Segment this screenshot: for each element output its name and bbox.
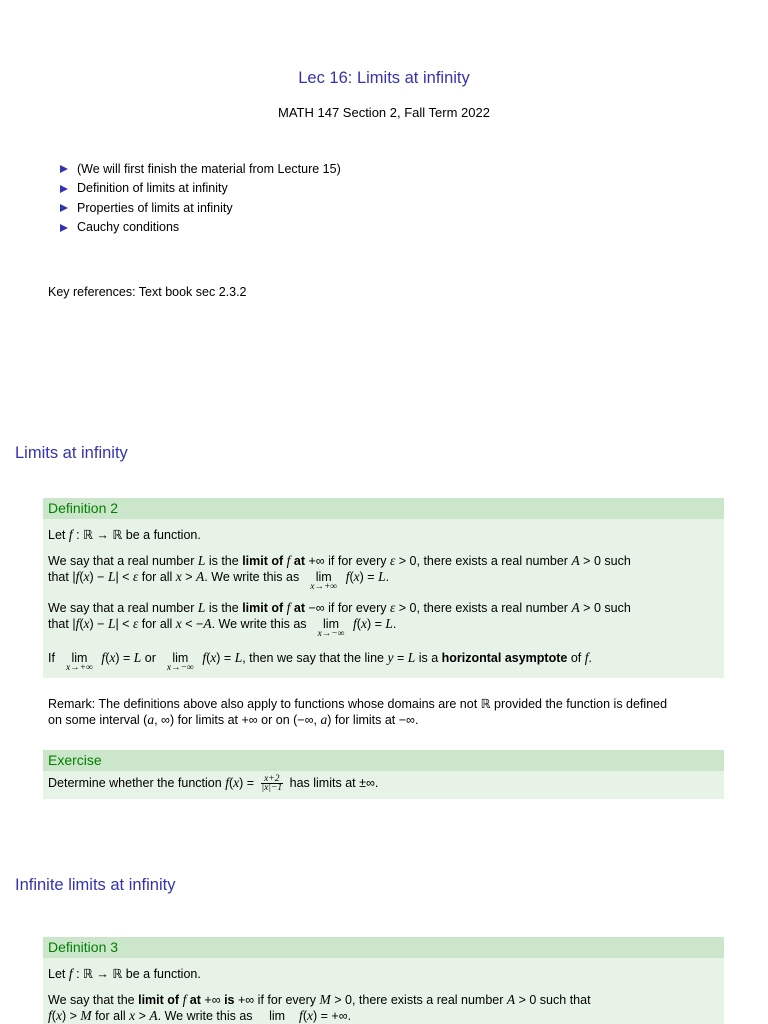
math-variable: f xyxy=(345,569,350,584)
text-run: on some interval ( xyxy=(48,713,148,727)
definition-paragraph xyxy=(48,553,719,592)
definition-paragraph xyxy=(48,992,719,1024)
math-variable: L xyxy=(407,650,416,665)
text-run: ) for limits at −∞. xyxy=(327,713,419,727)
math-variable: ε xyxy=(389,600,396,615)
text-run: ( xyxy=(206,651,211,665)
text-run: > 0, there exists a real number xyxy=(330,993,507,1007)
text-run: ( xyxy=(105,651,110,665)
bold-term: limit of xyxy=(138,993,183,1007)
text-run: has limits at ±∞. xyxy=(286,776,379,790)
text-line xyxy=(48,966,719,982)
limit-operator: lim xyxy=(315,570,332,584)
limit-expression xyxy=(162,650,198,673)
fraction xyxy=(261,775,284,791)
text-run: +∞ if for every xyxy=(308,554,390,568)
math-variable: M xyxy=(319,992,331,1007)
bold-term: is xyxy=(224,993,235,1007)
text-run: If xyxy=(48,651,59,665)
block-title: Exercise xyxy=(43,750,724,771)
math-variable: x xyxy=(129,1008,136,1023)
math-variable: A xyxy=(203,616,212,631)
math-variable: f xyxy=(225,775,229,790)
text-run: . We write this as xyxy=(211,617,311,631)
text-run: is the xyxy=(205,554,243,568)
text-run: > xyxy=(181,570,197,584)
limit-operator: lim xyxy=(269,1009,286,1023)
outline-item-text: Cauchy conditions xyxy=(77,220,180,235)
math-variable: x xyxy=(83,616,90,631)
text-run: Determine whether the function xyxy=(48,776,226,790)
text-run: . xyxy=(588,651,592,665)
math-variable: y xyxy=(387,650,394,665)
outline-item-text: Definition of limits at infinity xyxy=(77,181,228,196)
math-variable: A xyxy=(571,553,580,568)
bold-term: at xyxy=(186,993,205,1007)
block-body xyxy=(43,519,724,678)
text-run: ( xyxy=(51,1009,56,1023)
text-run: that | xyxy=(48,617,76,631)
text-run: = xyxy=(393,651,408,665)
text-line xyxy=(48,1008,719,1024)
math-variable: f xyxy=(286,600,291,615)
remark-paragraph xyxy=(48,696,667,728)
limit-subscript: x→+∞ xyxy=(65,663,93,673)
text-run: . xyxy=(385,570,390,584)
math-variable: f xyxy=(75,569,80,584)
text-run: We say that a real number xyxy=(48,601,198,615)
text-line xyxy=(48,616,719,639)
limit-operator: lim xyxy=(323,617,339,631)
text-run: > 0 such xyxy=(579,601,631,615)
math-variable: x xyxy=(175,569,182,584)
text-run: > 0 such xyxy=(579,554,631,568)
section-heading: Infinite limits at infinity xyxy=(15,876,176,894)
text-run: We say that a real number xyxy=(48,554,198,568)
math-variable: f xyxy=(48,1008,52,1023)
math-variable: x xyxy=(233,775,240,790)
definition-2-block xyxy=(43,498,724,678)
math-variable: f xyxy=(68,966,73,981)
outline-item xyxy=(60,218,341,238)
text-run: We say that the xyxy=(48,993,139,1007)
text-run: ) = xyxy=(239,776,258,790)
limit-subscript: x→−∞ xyxy=(166,663,194,673)
outline-item-text: (We will first finish the material from Lecture 15) xyxy=(77,161,341,176)
text-run: that | xyxy=(48,570,76,584)
text-run: | < xyxy=(115,617,133,631)
limit-subscript: x→+∞ xyxy=(310,582,338,592)
math-variable: x xyxy=(109,650,116,665)
text-run: ) − xyxy=(89,570,108,584)
definition-paragraph xyxy=(48,527,719,543)
math-variable: f xyxy=(584,650,589,665)
limit-expression xyxy=(313,616,349,639)
text-run: or xyxy=(141,651,160,665)
triangle-bullet-icon xyxy=(60,165,68,173)
text-run: ( xyxy=(302,1009,307,1023)
text-run: Let xyxy=(48,528,69,542)
text-run: is the xyxy=(205,601,243,615)
text-run: > 0 such that xyxy=(515,993,591,1007)
math-variable: f xyxy=(202,650,207,665)
fraction-numerator: x+2 xyxy=(264,774,280,784)
math-variable: L xyxy=(107,616,116,631)
triangle-bullet-icon xyxy=(60,224,68,232)
definition-paragraph xyxy=(48,600,719,639)
math-variable: ε xyxy=(389,553,396,568)
outline-item xyxy=(60,199,341,219)
text-line xyxy=(48,712,667,728)
definition-paragraph xyxy=(48,650,719,673)
math-variable: L xyxy=(197,553,206,568)
text-run: | < xyxy=(115,570,133,584)
outline-item xyxy=(60,160,341,180)
text-run: ( xyxy=(228,776,234,790)
fraction-denominator: |x|−1 xyxy=(261,783,283,793)
text-run: for all xyxy=(138,570,176,584)
key-references: Key references: Text book sec 2.3.2 xyxy=(48,285,247,299)
block-title: Definition 2 xyxy=(43,498,724,519)
exercise-block xyxy=(43,750,724,799)
text-run: < − xyxy=(181,617,204,631)
text-line xyxy=(48,696,667,712)
text-run: for all xyxy=(138,617,176,631)
text-run: Remark: The definitions above also apply to functions whose domains are not ℝ provided the function is defined xyxy=(48,697,668,711)
bold-term: horizontal asymptote xyxy=(441,651,568,665)
math-variable: x xyxy=(55,1008,62,1023)
text-line xyxy=(48,650,719,673)
text-line xyxy=(48,553,719,569)
text-run: +∞ xyxy=(204,993,225,1007)
text-run: ) − xyxy=(89,617,108,631)
math-variable: x xyxy=(306,1008,313,1023)
math-variable: a xyxy=(147,712,155,727)
text-run: is a xyxy=(415,651,442,665)
text-line xyxy=(48,569,719,592)
text-line xyxy=(48,600,719,616)
text-run: ) = xyxy=(359,570,379,584)
text-run: , ∞) for limits at +∞ or on (−∞, xyxy=(154,713,321,727)
text-run: > 0, there exists a real number xyxy=(395,601,572,615)
math-variable: A xyxy=(506,992,516,1007)
text-run: ( xyxy=(79,617,84,631)
text-run: : ℝ → ℝ be a function. xyxy=(72,967,201,981)
text-run: ) = xyxy=(115,651,134,665)
math-variable: f xyxy=(182,992,187,1007)
text-run: of xyxy=(567,651,585,665)
definition-paragraph xyxy=(48,966,719,982)
text-run: . xyxy=(392,617,397,631)
text-run: : ℝ → ℝ be a function. xyxy=(72,528,201,542)
bold-term: at xyxy=(290,554,309,568)
math-variable: f xyxy=(101,650,106,665)
text-run: , then we say that the line xyxy=(242,651,388,665)
math-variable: f xyxy=(353,616,357,631)
math-variable: M xyxy=(80,1008,92,1023)
math-variable: A xyxy=(571,600,580,615)
text-run: > 0, there exists a real number xyxy=(395,554,572,568)
text-line xyxy=(48,992,719,1008)
text-run: Let xyxy=(48,967,69,981)
text-run: ( xyxy=(79,570,84,584)
limit-operator: lim xyxy=(172,651,189,665)
math-variable: f xyxy=(299,1008,303,1023)
limit-expression xyxy=(306,569,342,592)
text-run: for all xyxy=(91,1009,130,1023)
bold-term: at xyxy=(290,601,309,615)
text-run: ( xyxy=(349,570,354,584)
text-run: +∞ if for every xyxy=(234,993,320,1007)
text-run: −∞ if for every xyxy=(308,601,390,615)
limit-operator: lim xyxy=(71,651,88,665)
text-run: > xyxy=(135,1009,150,1023)
text-run: ( xyxy=(356,617,361,631)
text-run: . We write this as xyxy=(157,1009,257,1023)
page-subtitle: MATH 147 Section 2, Fall Term 2022 xyxy=(278,105,490,120)
math-variable: f xyxy=(286,553,291,568)
page-title: Lec 16: Limits at infinity xyxy=(298,69,470,87)
triangle-bullet-icon xyxy=(60,204,68,212)
bold-term: limit of xyxy=(242,601,287,615)
math-variable: L xyxy=(378,569,386,584)
math-variable: ε xyxy=(132,616,139,631)
outline-item xyxy=(60,179,341,199)
math-variable: f xyxy=(68,527,73,542)
outline-list xyxy=(60,160,341,238)
definition-3-block xyxy=(43,937,724,1024)
block-body xyxy=(43,771,724,799)
triangle-bullet-icon xyxy=(60,185,68,193)
limit-expression xyxy=(61,650,97,673)
math-variable: x xyxy=(360,616,367,631)
section-heading: Limits at infinity xyxy=(15,444,128,462)
math-variable: A xyxy=(149,1008,158,1023)
math-variable: f xyxy=(75,616,80,631)
math-variable: a xyxy=(320,712,328,727)
text-run: ) = xyxy=(216,651,235,665)
text-run: ) = +∞. xyxy=(312,1009,352,1023)
limit-expression xyxy=(259,1008,295,1024)
block-title: Definition 3 xyxy=(43,937,724,958)
text-run: ) > xyxy=(61,1009,81,1023)
math-variable: A xyxy=(196,569,205,584)
text-run: . We write this as xyxy=(204,570,303,584)
math-variable: x xyxy=(83,569,90,584)
math-variable: x xyxy=(175,616,182,631)
block-body xyxy=(43,958,724,1024)
math-variable: L xyxy=(197,600,206,615)
math-variable: x xyxy=(210,650,217,665)
math-variable: L xyxy=(133,650,142,665)
math-variable: ε xyxy=(132,569,139,584)
text-run: ) = xyxy=(366,617,386,631)
outline-item-text: Properties of limits at infinity xyxy=(77,200,233,215)
math-variable: L xyxy=(385,616,393,631)
math-variable: L xyxy=(107,569,116,584)
limit-subscript: x→−∞ xyxy=(317,629,345,639)
text-line xyxy=(48,775,719,791)
math-variable: x xyxy=(353,569,360,584)
text-line xyxy=(48,527,719,543)
math-variable: L xyxy=(234,650,243,665)
bold-term: limit of xyxy=(242,554,287,568)
